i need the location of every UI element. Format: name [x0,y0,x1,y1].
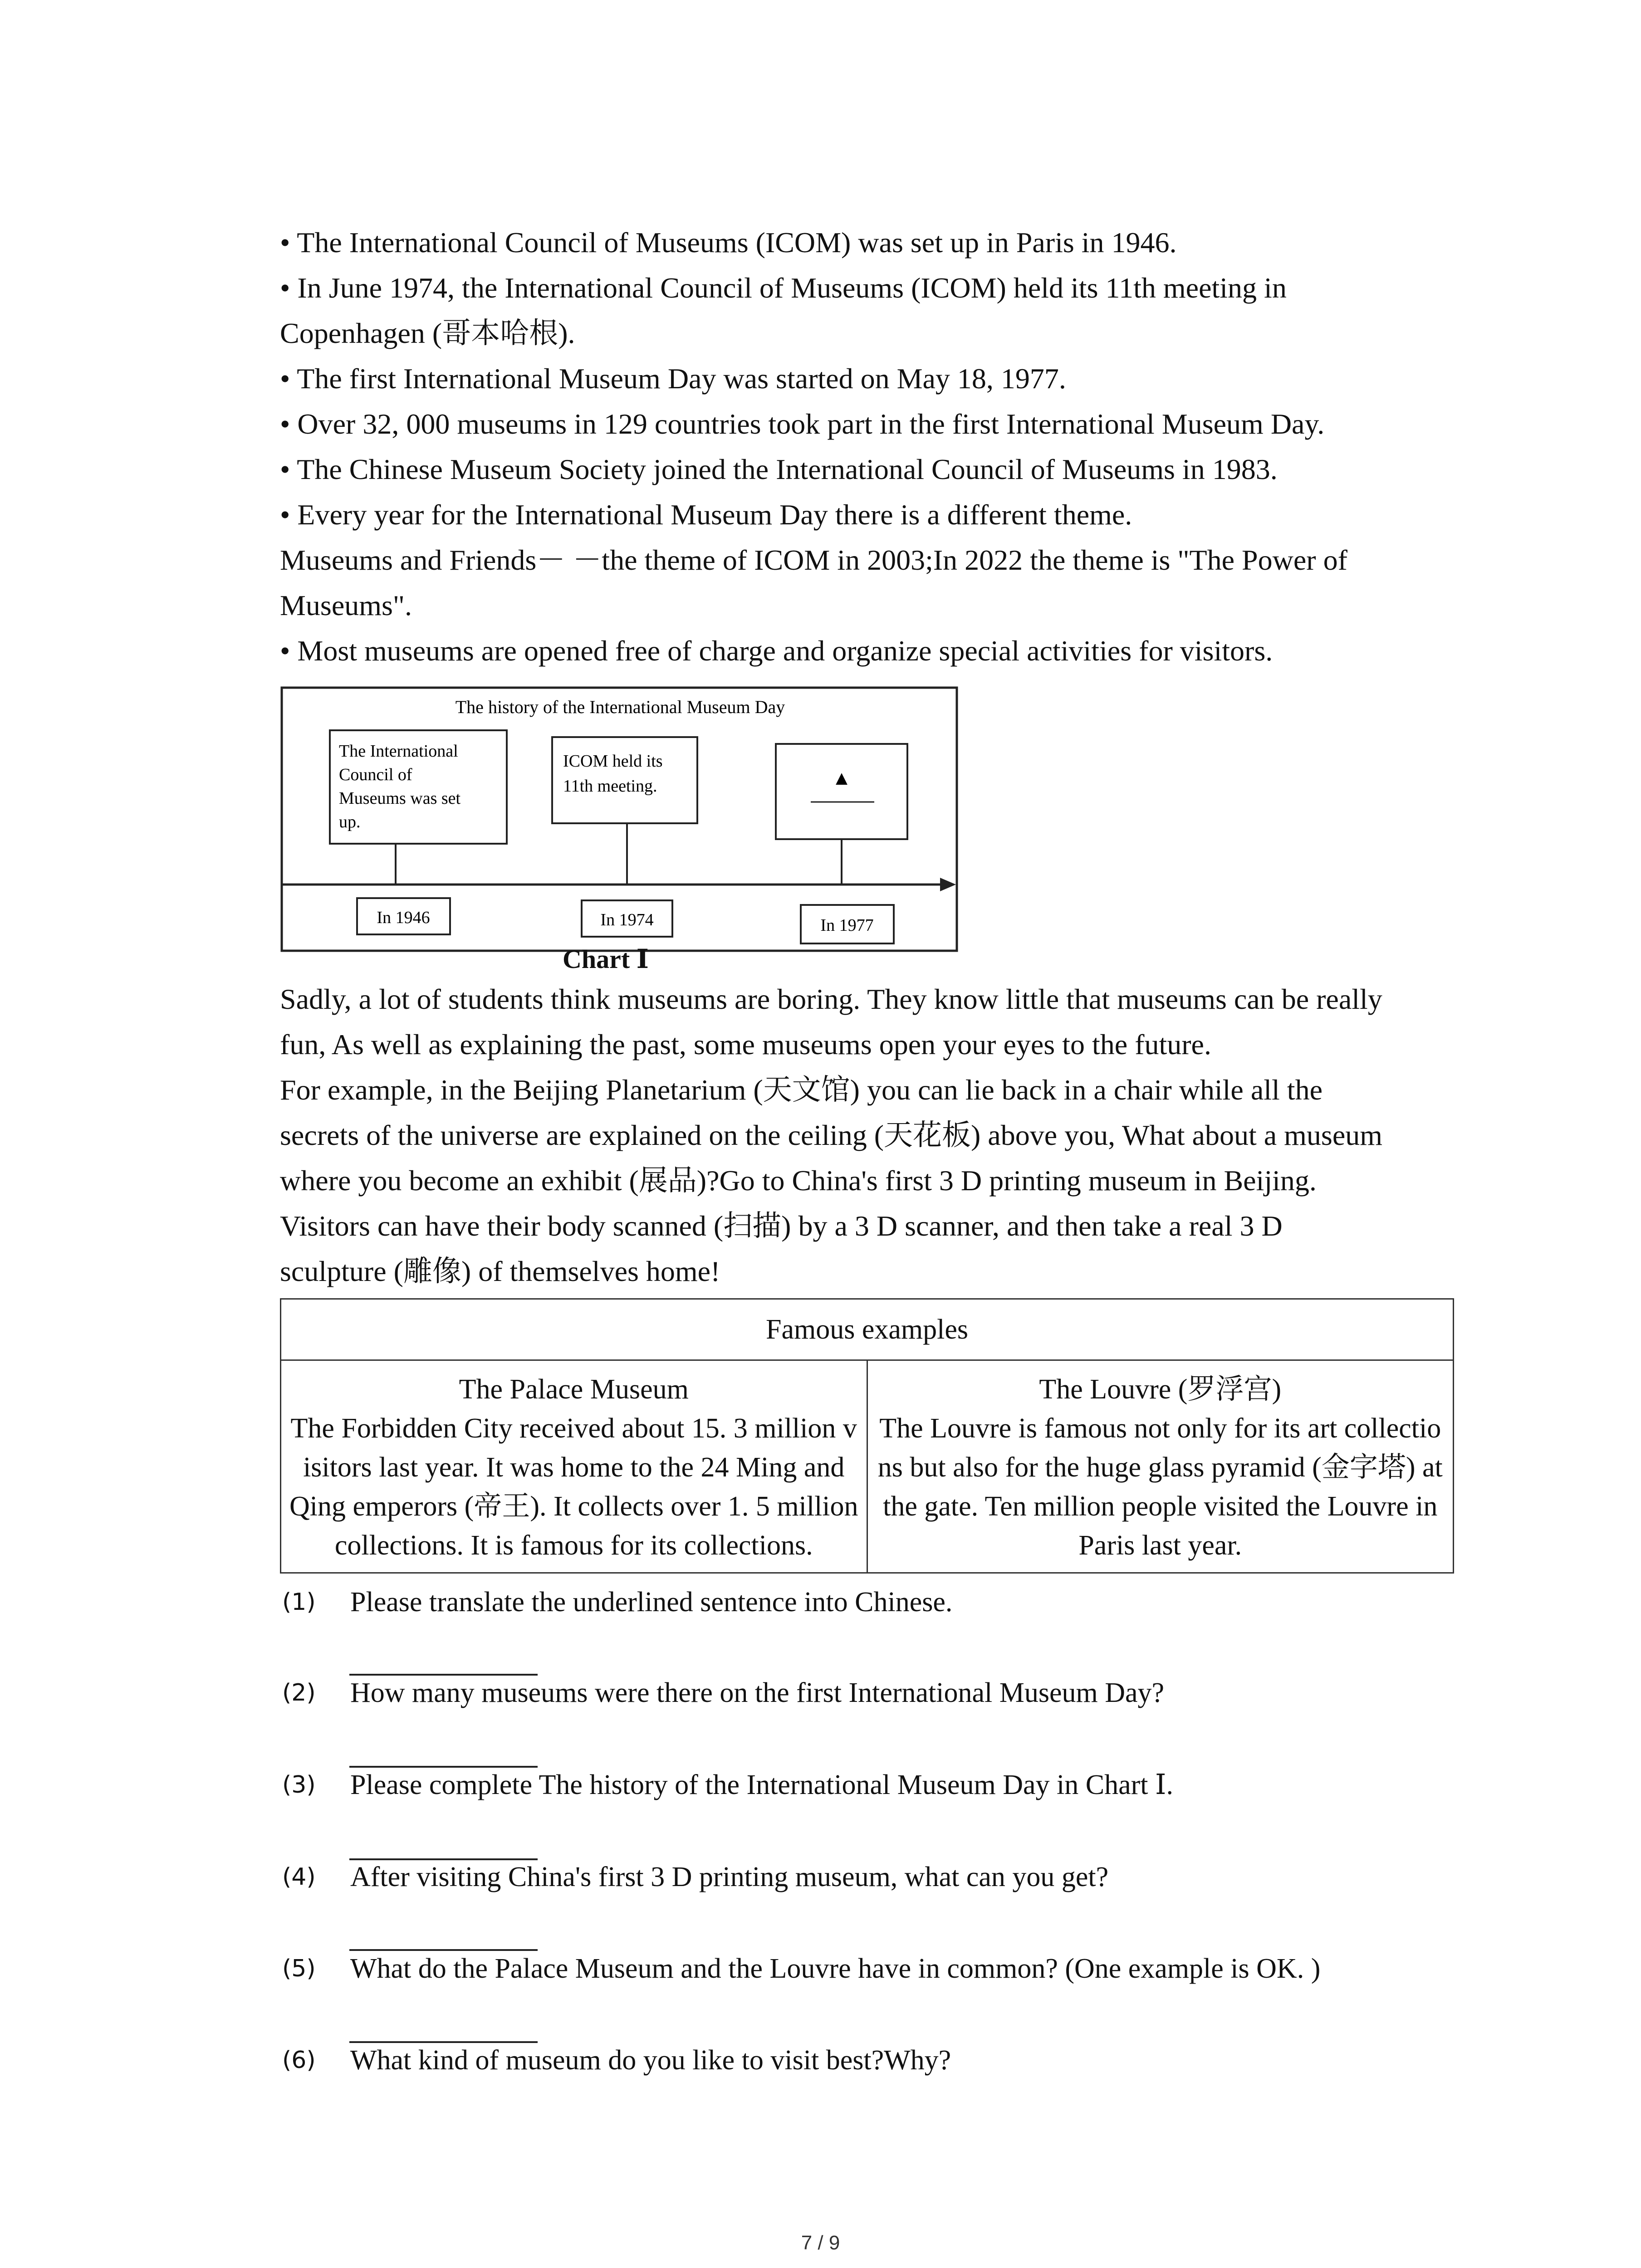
famous-examples-table [280,1298,1454,1574]
intro-line: • In June 1974, the International Council of Museums (ICOM) held its 11th meeting in [280,272,1287,304]
question-text: After visiting China's first 3 D printing museum, what can you get? [350,1862,1109,1892]
event-box-1946-line: up. [339,812,361,831]
body-line: fun, As well as explaining the past, some museums open your eyes to the future. [280,1028,1211,1061]
question-text: What kind of museum do you like to visit best?Why? [350,2045,951,2076]
event-box-1974-line: ICOM held its [563,752,663,771]
question-number: (4) [282,1863,316,1891]
svg-text:In 1946: In 1946 [377,908,430,927]
intro-line: • The International Council of Museums (ICOM) was set up in Paris in 1946. [280,226,1177,259]
question-number: (2) [282,1679,316,1706]
page-number: 7 / 9 [801,2232,840,2254]
intro-line: • The Chinese Museum Society joined the International Council of Museums in 1983. [280,453,1278,485]
event-box-1974-line: 11th meeting. [563,777,657,796]
intro-line: Museums". [280,589,412,621]
event-box-1946-line: Museums was set [339,789,461,808]
question-text: Please complete The history of the International Museum Day in Chart Ⅰ. [350,1769,1174,1800]
blank-marker-icon: ▲ [832,767,852,789]
question-text: Please translate the underlined sentence into Chinese. [350,1587,953,1618]
question-number: (1) [282,1589,316,1616]
question-number: (3) [282,1771,316,1799]
louvre-cell [867,1360,1454,1573]
body-line: Sadly, a lot of students think museums are boring. They know little that museums can be really [280,983,1382,1015]
question-text: What do the Palace Museum and the Louvre have in common? (One example is OK. ) [350,1953,1321,1984]
palace-museum-text: The Forbidden City received about 15. 3 million visitors last year. It was home to the 24 Ming and Qing emperors (帝王). It collects over 1. 5 million collections. It is famous for its collections. [289,1413,858,1561]
body-line: sculpture (雕像) of themselves home! [280,1255,720,1287]
question-text: How many museums were there on the first International Museum Day? [350,1677,1165,1708]
event-box-1946-line: Council of [339,765,412,784]
question-number: (6) [282,2047,316,2074]
body-line: where you become an exhibit (展品)?Go to China's first 3 D printing museum in Beijing. [280,1164,1317,1197]
palace-museum-title: The Palace Museum [459,1374,689,1405]
intro-line: • The first International Museum Day was started on May 18, 1977. [280,362,1066,395]
svg-text:In 1977: In 1977 [820,916,874,935]
intro-line: • Over 32, 000 museums in 129 countries took part in the first International Museum Day. [280,408,1325,440]
table-header: Famous examples [281,1299,1454,1360]
axis-arrow-icon [940,878,956,891]
body-line: secrets of the universe are explained on the ceiling (天花板) above you, What about a museum [280,1119,1383,1151]
intro-line: • Every year for the International Museum Day there is a different theme. [280,499,1132,531]
louvre-title: The Louvre (罗浮宫) [1039,1374,1282,1405]
chart-title: The history of the International Museum Day [455,697,785,717]
event-box-1977 [776,744,907,839]
intro-line: Copenhagen (哥本哈根). [280,317,575,349]
intro-line: • Most museums are opened free of charge and organize special activities for visitors. [280,635,1273,667]
louvre-text: The Louvre is famous not only for its art collections but also for the huge glass pyramid (金字塔) at the gate. Ten million people visited the Louvre in Paris last year. [877,1413,1443,1561]
question-number: (5) [282,1955,316,1982]
body-line: For example, in the Beijing Planetarium (天文馆) you can lie back in a chair while all the [280,1074,1323,1106]
intro-line: Museums and Friends－ －the theme of ICOM in 2003;In 2022 the theme is "The Power of [280,544,1347,576]
chart-caption: Chart Ⅰ [563,944,649,974]
svg-text:In 1974: In 1974 [600,910,654,929]
history-timeline-chart [280,680,960,957]
body-line: Visitors can have their body scanned (扫描) by a 3 D scanner, and then take a real 3 D [280,1210,1283,1242]
event-box-1946-line: The International [339,742,458,761]
palace-museum-cell [281,1360,867,1573]
